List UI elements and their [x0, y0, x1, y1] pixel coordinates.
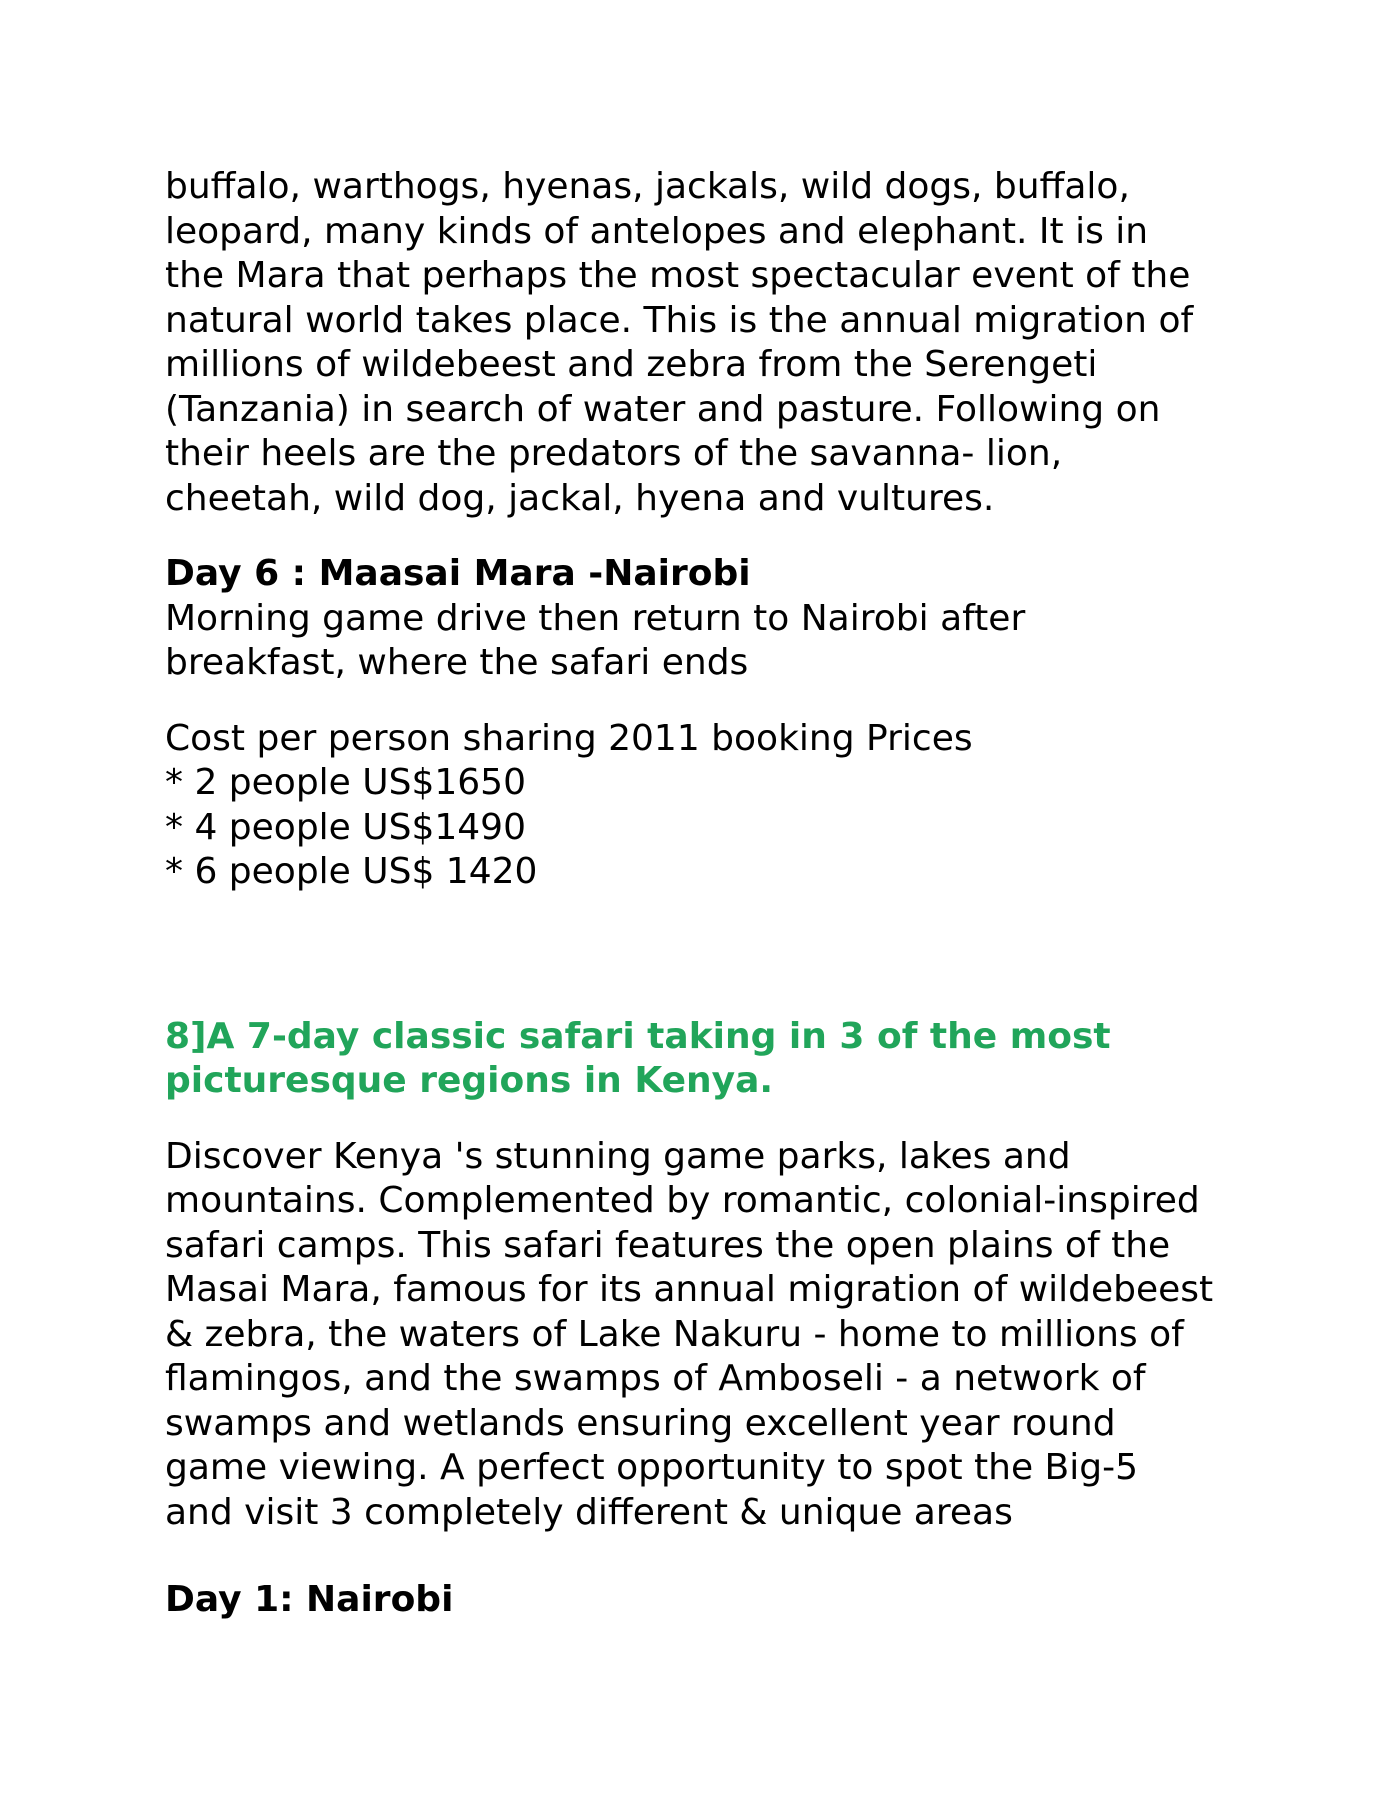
title-line: 8]A 7-day classic safari taking in 3 of the most: [165, 1015, 1111, 1057]
price-item-6-people: * 6 people US$ 1420: [165, 851, 538, 892]
price-item-2-people: * 2 people US$1650: [165, 762, 526, 803]
text-line: breakfast, where the safari ends: [165, 642, 749, 683]
text-line: Masai Mara, famous for its annual migration of wildebeest: [165, 1269, 1214, 1310]
title-line: picturesque regions in Kenya.: [165, 1060, 774, 1101]
text-line: cheetah, wild dog, jackal, hyena and vultures.: [165, 477, 995, 519]
text-line: natural world takes place. This is the annual migration of: [165, 299, 1194, 341]
page-content: [165, 165, 1285, 1623]
day6-description: [165, 597, 1285, 686]
cost-title: Cost per person sharing 2011 booking Prices: [165, 717, 973, 759]
day1-heading: Day 1: Nairobi: [165, 1579, 454, 1620]
text-line: swamps and wetlands ensuring excellent year round: [165, 1402, 1116, 1444]
price-item-4-people: * 4 people US$1490: [165, 806, 526, 848]
text-line: flamingos, and the swamps of Amboseli - a network of: [165, 1358, 1146, 1399]
text-line: (Tanzania) in search of water and pasture. Following on: [165, 388, 1161, 430]
text-line: & zebra, the waters of Lake Nakuru - home to millions of: [165, 1313, 1184, 1355]
text-line: game viewing. A perfect opportunity to spot the Big-5: [165, 1447, 1138, 1488]
text-line: the Mara that perhaps the most spectacular event of the: [165, 255, 1191, 296]
text-line: buffalo, warthogs, hyenas, jackals, wild dogs, buffalo,: [165, 166, 1130, 207]
text-line: leopard, many kinds of antelopes and elephant. It is in: [165, 210, 1149, 252]
text-line: mountains. Complemented by romantic, colonial-inspired: [165, 1180, 1200, 1221]
day6-heading: Day 6 : Maasai Mara -Nairobi: [165, 553, 751, 594]
section-8-title: [165, 1015, 1285, 1104]
text-line: their heels are the predators of the savanna- lion,: [165, 433, 1063, 474]
text-line: Morning game drive then return to Nairobi after: [165, 597, 1026, 639]
text-line: Discover Kenya 's stunning game parks, lakes and: [165, 1135, 1071, 1177]
intro-paragraph: [165, 165, 1285, 521]
text-line: and visit 3 completely different & unique areas: [165, 1491, 1013, 1533]
section-8-intro: [165, 1135, 1285, 1536]
text-line: millions of wildebeest and zebra from the Serengeti: [165, 344, 1098, 385]
text-line: safari camps. This safari features the open plains of the: [165, 1224, 1171, 1266]
